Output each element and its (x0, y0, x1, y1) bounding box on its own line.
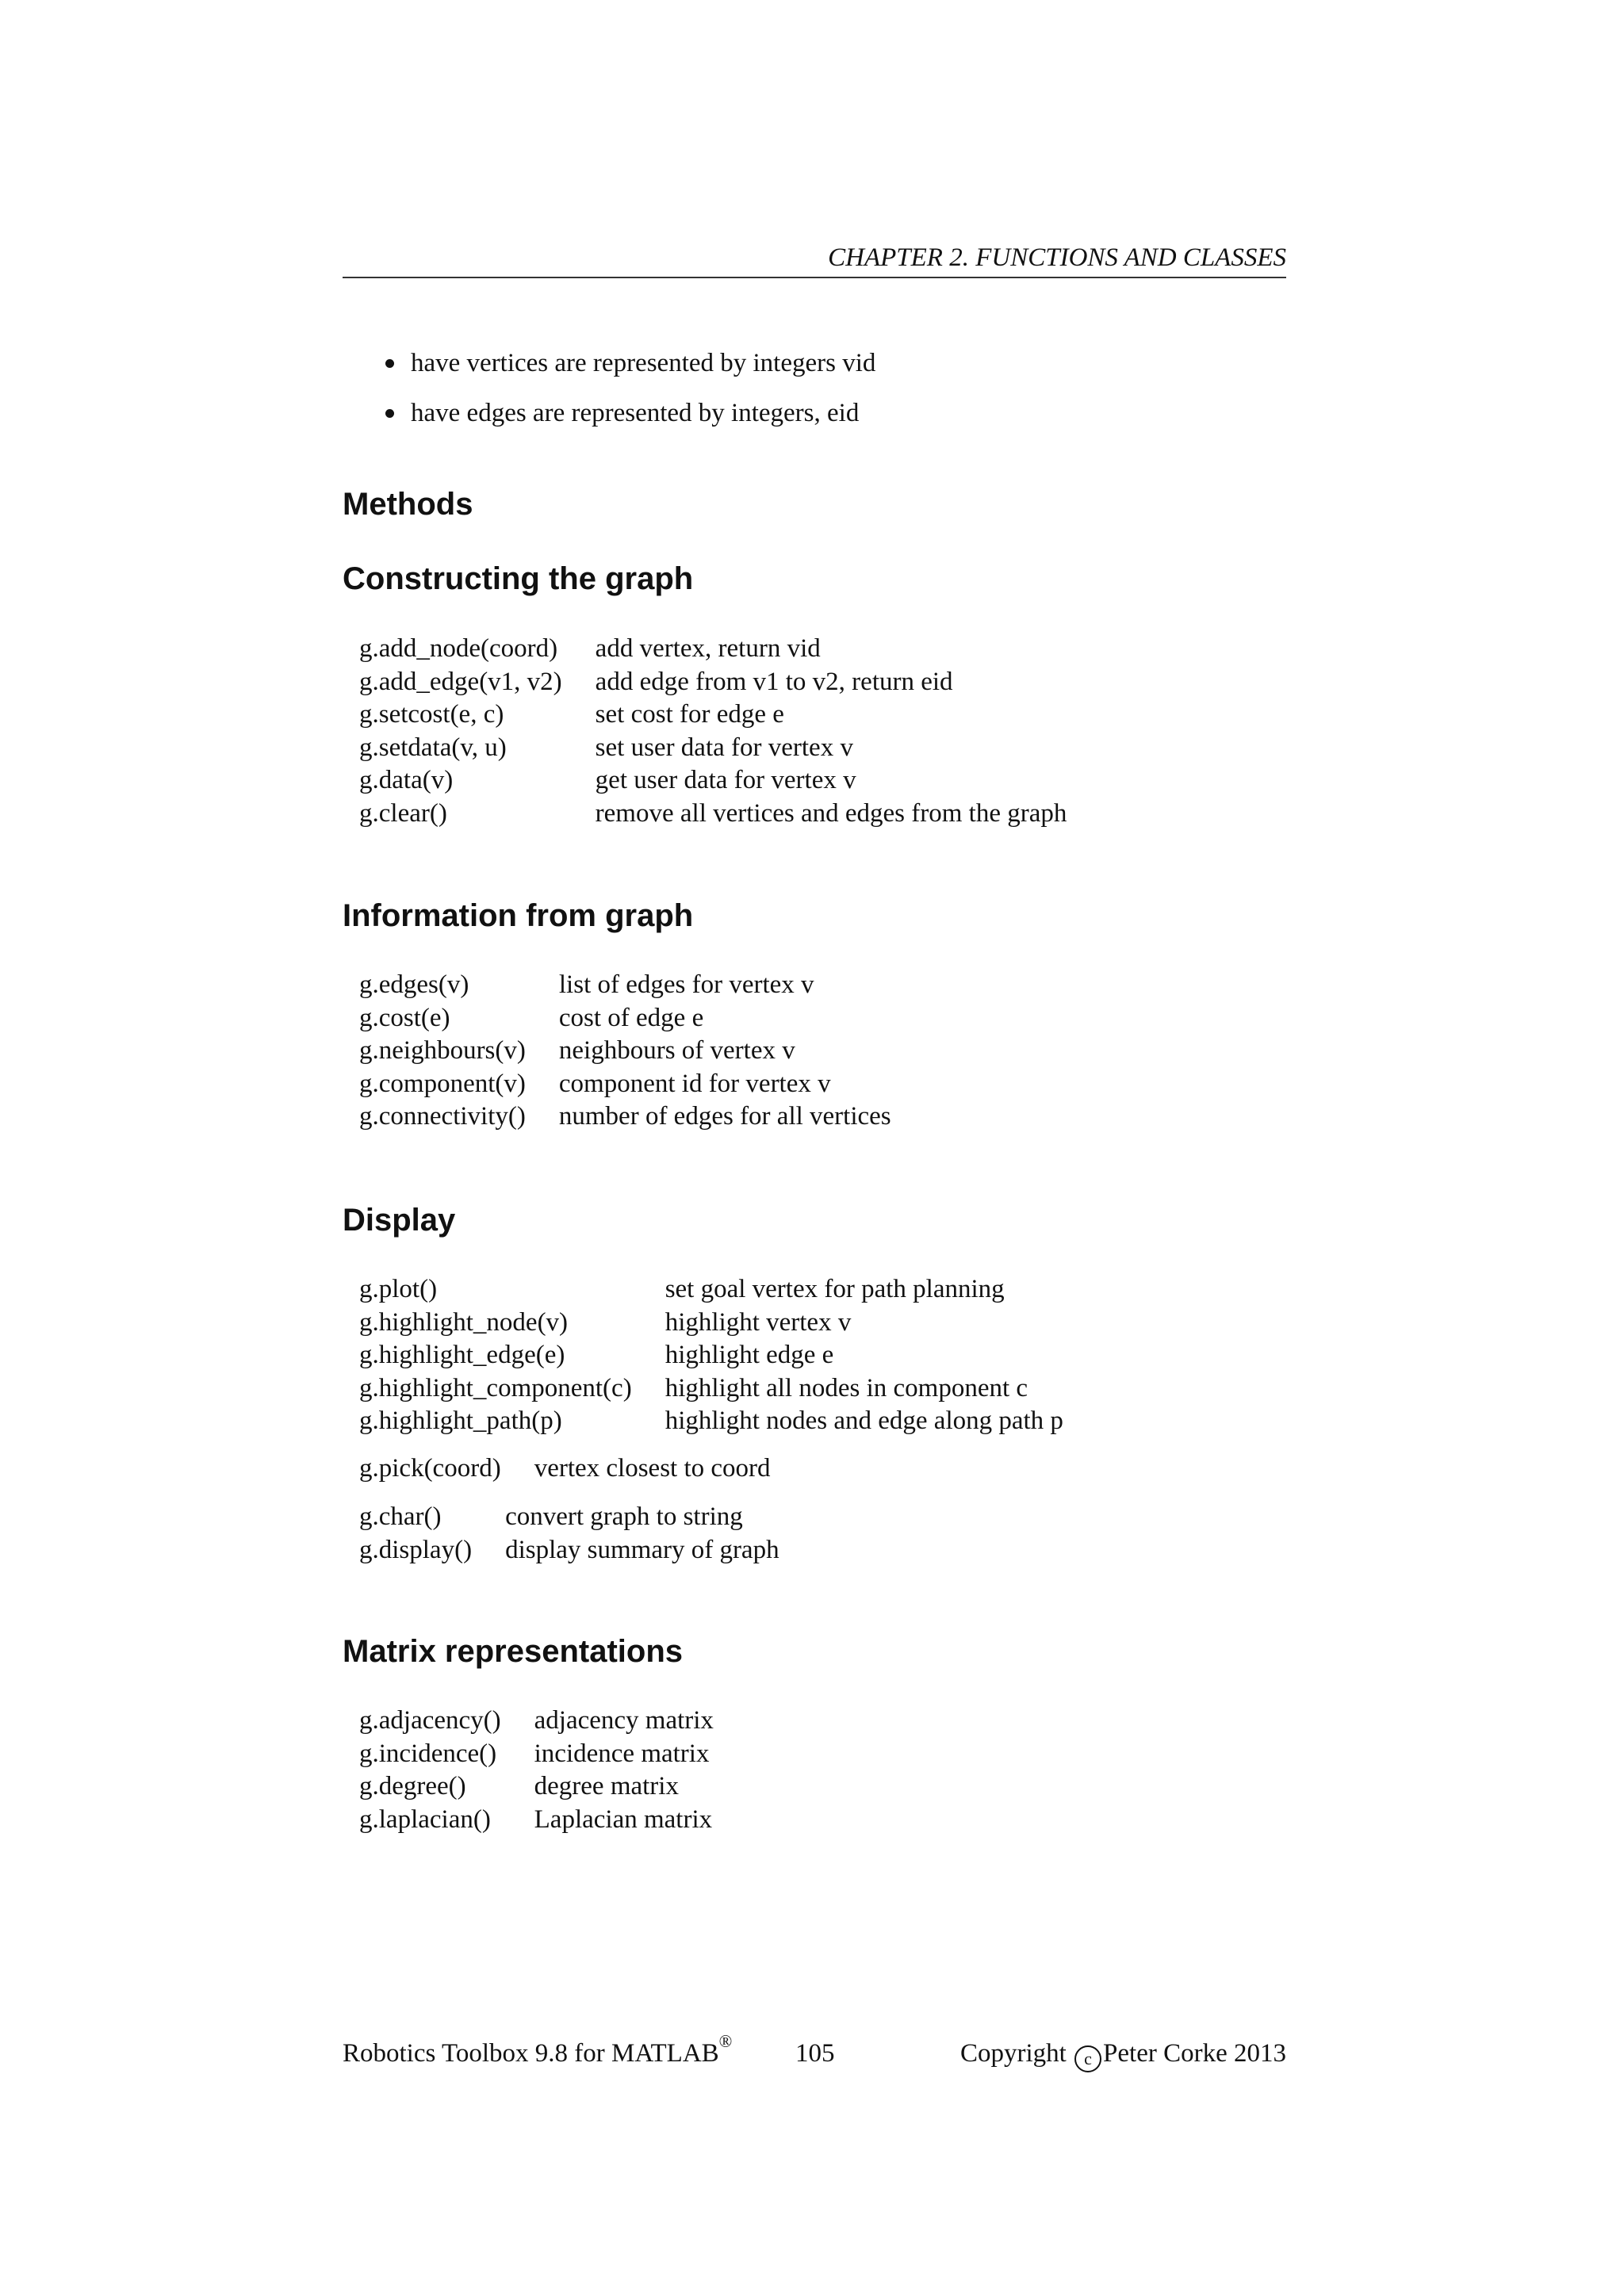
command-description: incidence matrix (534, 1739, 710, 1768)
table-row (359, 1100, 891, 1134)
matrix-table (359, 1705, 714, 1836)
table-row (359, 1738, 714, 1771)
command-name: g.plot() (359, 1275, 438, 1303)
command-name: g.highlight_path(p) (359, 1406, 562, 1436)
command-name: g.char() (359, 1502, 442, 1531)
command-name: g.display() (359, 1535, 473, 1564)
command-description: highlight edge e (665, 1341, 834, 1370)
command-description: highlight vertex v (665, 1307, 852, 1337)
table-row (359, 1534, 779, 1567)
bullet-text: have edges are represented by integers, eid (411, 399, 860, 427)
footer-title (343, 2031, 733, 2071)
table-row (359, 698, 1067, 732)
command-name: g.cost(e) (359, 1003, 450, 1032)
table-row (359, 1035, 891, 1068)
command-description: highlight all nodes in component c (665, 1373, 1028, 1402)
command-name: g.clear() (359, 798, 447, 828)
command-name: g.neighbours(v) (359, 1036, 526, 1066)
bullet-item (384, 396, 875, 446)
table-row (359, 1307, 1063, 1340)
heading-information-from-graph: Information from graph (343, 898, 694, 933)
table-row (359, 1501, 779, 1534)
command-description: neighbours of vertex v (558, 1036, 795, 1066)
footer-copyright (960, 2036, 1286, 2072)
table-row (359, 764, 1067, 798)
heading-constructing-the-graph: Constructing the graph (343, 561, 694, 596)
command-description: vertex closest to coord (534, 1454, 771, 1483)
heading-matrix-representations: Matrix representations (343, 1634, 684, 1669)
command-name: g.edges(v) (359, 970, 469, 999)
page-number: 105 (795, 2039, 835, 2068)
command-description: list of edges for vertex v (558, 970, 814, 999)
table-row (359, 1002, 891, 1035)
command-name: g.add_node(coord) (359, 634, 558, 663)
command-name: g.connectivity() (359, 1102, 526, 1131)
command-description: add vertex, return vid (595, 634, 821, 663)
command-description: convert graph to string (505, 1502, 743, 1531)
command-name: g.setdata(v, u) (359, 733, 507, 762)
command-name: g.add_edge(v1, v2) (359, 667, 562, 696)
table-row (359, 1452, 771, 1486)
registered-mark: ® (718, 2031, 733, 2051)
heading-methods: Methods (343, 487, 473, 522)
command-description: display summary of graph (505, 1535, 779, 1564)
command-name: g.incidence() (359, 1739, 497, 1768)
display-misc-table (359, 1501, 779, 1567)
command-description: remove all vertices and edges from the graph (595, 798, 1067, 828)
table-row (359, 969, 891, 1002)
table-row (359, 798, 1067, 831)
command-name: g.adjacency() (359, 1706, 501, 1735)
command-description: add edge from v1 to v2, return eid (595, 667, 953, 696)
command-description: degree matrix (534, 1772, 679, 1801)
command-description: get user data for vertex v (595, 766, 856, 795)
table-row (359, 1068, 891, 1101)
command-description: component id for vertex v (558, 1069, 831, 1098)
copyright-prefix: Copyright (959, 2039, 1067, 2068)
heading-display: Display (343, 1203, 456, 1238)
command-name: g.setcost(e, c) (359, 700, 504, 729)
table-row (359, 1273, 1063, 1307)
command-description: set goal vertex for path planning (665, 1275, 1005, 1303)
constructing-table (359, 633, 1067, 831)
command-name: g.degree() (359, 1772, 466, 1801)
table-row (359, 633, 1067, 666)
table-row (359, 1770, 714, 1804)
bullet-dot-icon (385, 409, 394, 418)
footer-book-title: Robotics Toolbox 9.8 for MATLAB (343, 2039, 719, 2068)
command-name: g.component(v) (359, 1069, 526, 1098)
bullet-list (384, 346, 875, 446)
table-row (359, 1339, 1063, 1372)
copyright-holder: Peter Corke 2013 (1103, 2039, 1286, 2068)
copyright-icon: c (1074, 2045, 1101, 2072)
command-name: g.highlight_node(v) (359, 1307, 569, 1337)
table-row (359, 1705, 714, 1738)
display-table (359, 1273, 1063, 1438)
command-description: cost of edge e (558, 1003, 704, 1032)
command-name: g.data(v) (359, 766, 454, 795)
table-row (359, 1405, 1063, 1438)
command-description: Laplacian matrix (534, 1804, 713, 1834)
command-description: highlight nodes and edge along path p (665, 1406, 1063, 1436)
running-head: CHAPTER 2. FUNCTIONS AND CLASSES (343, 240, 1286, 278)
command-name: g.highlight_edge(e) (359, 1341, 565, 1370)
display-pick-table (359, 1452, 771, 1486)
bullet-dot-icon (385, 359, 394, 368)
table-row (359, 666, 1067, 699)
command-description: set cost for edge e (595, 700, 784, 729)
command-name: g.pick(coord) (359, 1454, 501, 1483)
command-name: g.laplacian() (359, 1804, 491, 1834)
table-row (359, 1372, 1063, 1406)
bullet-text: have vertices are represented by integers vid (411, 349, 876, 377)
table-row (359, 732, 1067, 765)
command-description: set user data for vertex v (595, 733, 853, 762)
bullet-item (384, 346, 875, 396)
command-description: number of edges for all vertices (558, 1102, 891, 1131)
information-table (359, 969, 891, 1134)
command-name: g.highlight_component(c) (359, 1373, 632, 1402)
command-description: adjacency matrix (534, 1706, 714, 1735)
table-row (359, 1804, 714, 1837)
